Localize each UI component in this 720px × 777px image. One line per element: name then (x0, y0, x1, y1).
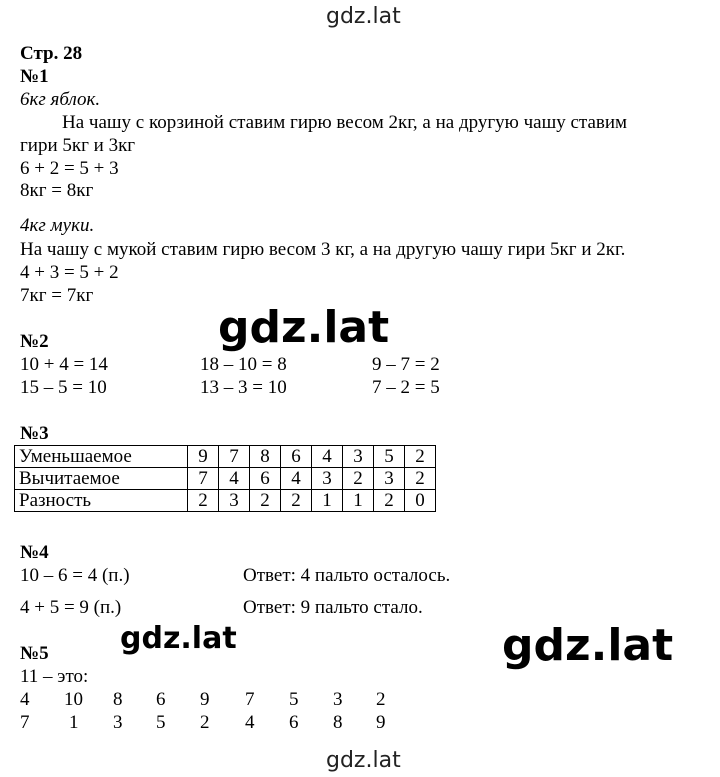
task2-r1-c3: 9 – 7 = 2 (372, 354, 440, 375)
row-label: Вычитаемое (15, 468, 188, 490)
task2-r1-c2: 18 – 10 = 8 (200, 354, 287, 375)
table-cell: 9 (188, 446, 219, 468)
task1-part1-eq1: 6 + 2 = 5 + 3 (20, 158, 119, 179)
task5-r2-1: 1 (69, 712, 79, 733)
task5-number: №5 (20, 643, 49, 664)
task1-number: №1 (20, 66, 49, 87)
table-cell: 4 (281, 468, 312, 490)
task5-r1-1: 10 (64, 689, 83, 710)
table-row-subtrahend (15, 468, 436, 490)
task5-r1-4: 9 (200, 689, 210, 710)
table-cell: 8 (250, 446, 281, 468)
table-cell: 7 (188, 468, 219, 490)
table-cell: 2 (405, 468, 436, 490)
task5-r1-7: 3 (333, 689, 343, 710)
table-cell: 2 (188, 490, 219, 512)
table-cell: 3 (312, 468, 343, 490)
task5-r1-6: 5 (289, 689, 299, 710)
task5-r1-5: 7 (245, 689, 255, 710)
table-cell: 1 (343, 490, 374, 512)
task4-eq1: 10 – 6 = 4 (п.) (20, 565, 130, 586)
watermark-right-big: gdz.lat (502, 620, 674, 671)
task5-r2-8: 9 (376, 712, 386, 733)
table-row-minuend (15, 446, 436, 468)
task4-answer2: Ответ: 9 пальто стало. (243, 597, 423, 618)
task3-number: №3 (20, 423, 49, 444)
table-cell: 0 (405, 490, 436, 512)
task5-r2-0: 7 (20, 712, 30, 733)
task5-r2-5: 4 (245, 712, 255, 733)
task5-r1-0: 4 (20, 689, 30, 710)
table-cell: 3 (374, 468, 405, 490)
table-cell: 3 (219, 490, 250, 512)
task5-r2-6: 6 (289, 712, 299, 733)
table-row-difference (15, 490, 436, 512)
task5-r2-4: 2 (200, 712, 210, 733)
table-cell: 2 (374, 490, 405, 512)
watermark-left-small: gdz.lat (120, 621, 237, 656)
task4-eq2: 4 + 5 = 9 (п.) (20, 597, 122, 618)
table-cell: 1 (312, 490, 343, 512)
task5-r2-3: 5 (156, 712, 166, 733)
task5-r2-7: 8 (333, 712, 343, 733)
watermark-middle: gdz.lat (218, 302, 390, 353)
table-cell: 2 (405, 446, 436, 468)
table-cell: 5 (374, 446, 405, 468)
table-cell: 7 (219, 446, 250, 468)
table-cell: 6 (250, 468, 281, 490)
task4-answer1: Ответ: 4 пальто осталось. (243, 565, 451, 586)
table-cell: 3 (343, 446, 374, 468)
task5-r2-2: 3 (113, 712, 123, 733)
task1-part1-text-line1: На чашу с корзиной ставим гирю весом 2кг, а на другую чашу ставим (62, 112, 628, 133)
table-cell: 2 (343, 468, 374, 490)
table-cell: 2 (250, 490, 281, 512)
row-label: Разность (15, 490, 188, 512)
watermark-bottom: gdz.lat (326, 748, 401, 773)
task3-table (14, 445, 436, 512)
task4-number: №4 (20, 542, 49, 563)
task1-part1-text-line2: гири 5кг и 3кг (20, 135, 136, 156)
table-cell: 4 (219, 468, 250, 490)
table-cell: 4 (312, 446, 343, 468)
task5-intro: 11 – это: (20, 666, 89, 687)
task5-r1-8: 2 (376, 689, 386, 710)
task5-r1-2: 8 (113, 689, 123, 710)
table-cell: 6 (281, 446, 312, 468)
task2-r2-c3: 7 – 2 = 5 (372, 377, 440, 398)
task2-r1-c1: 10 + 4 = 14 (20, 354, 108, 375)
task1-part2-title: 4кг муки. (20, 215, 95, 236)
watermark-top: gdz.lat (326, 4, 401, 29)
task5-r1-3: 6 (156, 689, 166, 710)
task1-part2-eq2: 7кг = 7кг (20, 285, 94, 306)
row-label: Уменьшаемое (15, 446, 188, 468)
task2-r2-c2: 13 – 3 = 10 (200, 377, 287, 398)
task1-part1-eq2: 8кг = 8кг (20, 180, 94, 201)
page-heading: Стр. 28 (20, 43, 83, 64)
task2-number: №2 (20, 331, 49, 352)
task1-part2-text: На чашу с мукой ставим гирю весом 3 кг, а на другую чашу гири 5кг и 2кг. (20, 239, 626, 260)
task1-part1-title: 6кг яблок. (20, 89, 101, 110)
task1-part2-eq1: 4 + 3 = 5 + 2 (20, 262, 119, 283)
table-cell: 2 (281, 490, 312, 512)
task2-r2-c1: 15 – 5 = 10 (20, 377, 107, 398)
